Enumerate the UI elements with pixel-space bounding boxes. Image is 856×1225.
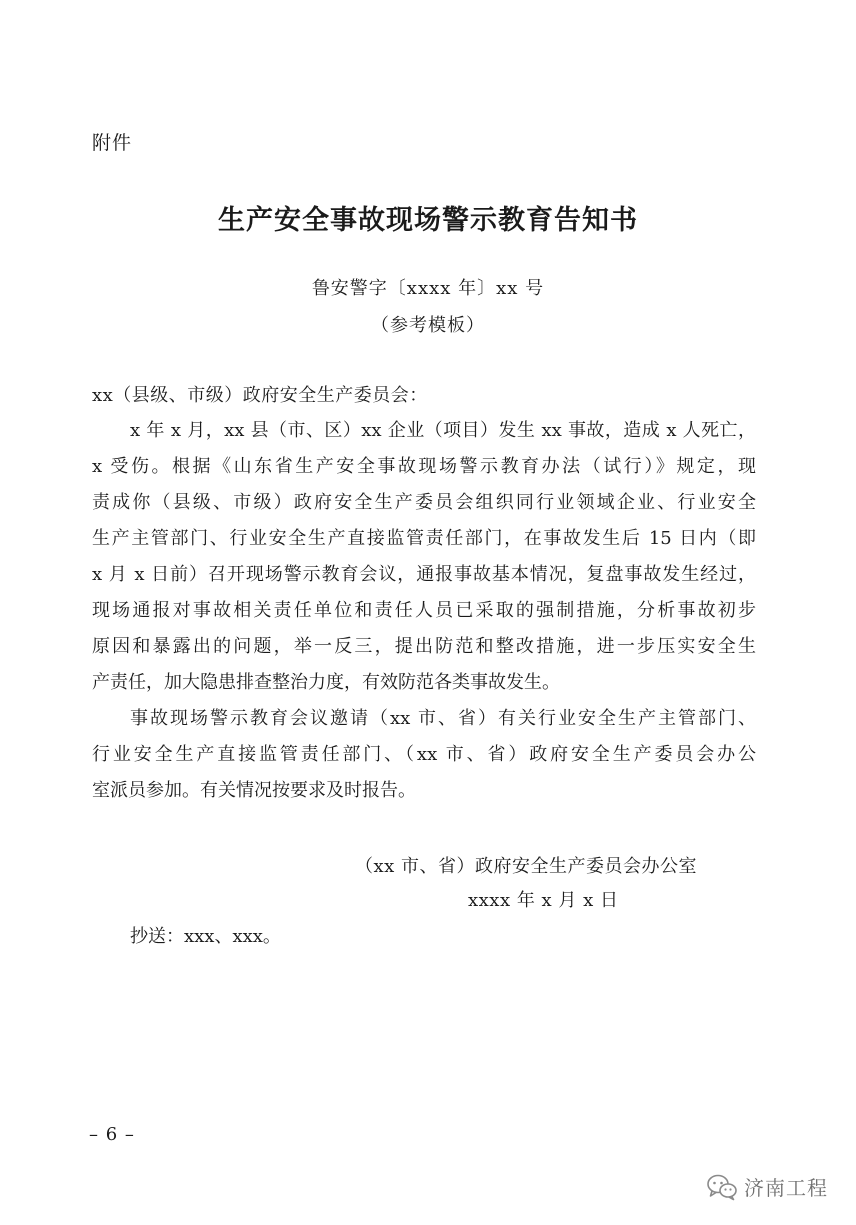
body-line: x 月 x 日前）召开现场警示教育会议，通报事故基本情况，复盘事故发生经过， xyxy=(92,564,756,585)
page-number: – 6 – xyxy=(89,1124,135,1145)
body-line: 产责任，加大隐患排查整治力度，有效防范各类事故发生。 xyxy=(92,672,560,693)
wechat-icon xyxy=(706,1173,738,1201)
watermark-text: 济南工程 xyxy=(744,1176,828,1200)
document-number: 鲁安警字〔xxxx 年〕xx 号 xyxy=(311,278,545,299)
cc-line: 抄送：xxx、xxx。 xyxy=(130,926,281,947)
recipient: xx（县级、市级）政府安全生产委员会： xyxy=(92,385,428,406)
body-line: 现场通报对事故相关责任单位和责任人员已采取的强制措施，分析事故初步 xyxy=(92,600,756,621)
body-line: 行业安全生产直接监管责任部门、（xx 市、省）政府安全生产委员会办公 xyxy=(92,744,756,765)
body-line: 原因和暴露出的问题，举一反三，提出防范和整改措施，进一步压实安全生 xyxy=(92,636,756,657)
issuer-signature: （xx 市、省）政府安全生产委员会办公室 xyxy=(355,856,698,877)
body-line: 室派员参加。有关情况按要求及时报告。 xyxy=(92,780,416,801)
document-title: 生产安全事故现场警示教育告知书 xyxy=(218,205,638,236)
watermark xyxy=(706,1172,828,1201)
body-line: 事故现场警示教育会议邀请（xx 市、省）有关行业安全生产主管部门、 xyxy=(130,708,756,729)
body-line: x 受伤。根据《山东省生产安全事故现场警示教育办法（试行）》规定，现 xyxy=(92,456,756,477)
issue-date: xxxx 年 x 月 x 日 xyxy=(468,890,619,911)
attachment-label: 附件 xyxy=(92,132,133,154)
template-note: （参考模板） xyxy=(371,315,485,336)
body-line: x 年 x 月，xx 县（市、区）xx 企业（项目）发生 xx 事故，造成 x 人死亡， xyxy=(130,420,756,441)
body-line: 生产主管部门、行业安全生产直接监管责任部门，在事故发生后 15 日内（即 xyxy=(92,528,756,549)
body-line: 责成你（县级、市级）政府安全生产委员会组织同行业领域企业、行业安全 xyxy=(92,492,756,513)
